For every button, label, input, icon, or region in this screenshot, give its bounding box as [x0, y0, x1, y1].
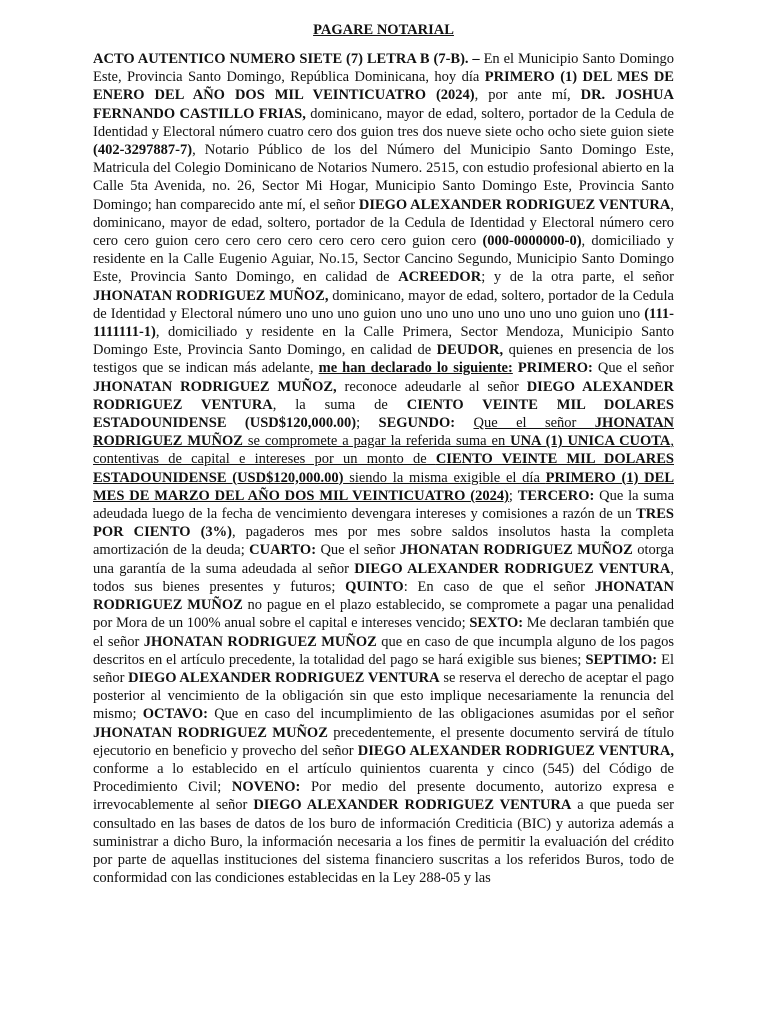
bold-text-segment: DIEGO ALEXANDER RODRIGUEZ VENTURA: [128, 669, 440, 686]
text-segment: , por ante mí,: [474, 87, 581, 104]
text-segment: Que la suma adeudada luego de la fecha de vencimiento devengara intereses y comisiones a razón de un: [93, 487, 675, 523]
text-segment: ;: [356, 415, 379, 432]
bold-text-segment: CIENTO VEINTE MIL DOLARES ESTADOUNIDENSE (USD$120,000.00): [93, 451, 674, 486]
document-body: [93, 50, 674, 887]
text-segment: reconoce adeudarle al señor: [336, 378, 527, 395]
text-segment: otorga una garantía de la suma adeudada al señor: [93, 542, 674, 577]
text-segment: quienes en presencia de los testigos que se indican más adelante,: [93, 342, 674, 377]
text-segment: no pague en el plazo establecido, se compromete a pagar una penalidad por Mora de un 100% anual sobre el capital e intereses vencido;: [93, 597, 674, 632]
text-segment: , todos sus bienes presentes y futuros;: [93, 560, 674, 595]
bold-text-segment: DR. JOSHUA FERNANDO CASTILLO FRIAS,: [93, 87, 674, 122]
bold-text-segment: (000-0000000-0): [482, 233, 582, 250]
bold-text-segment: TERCERO:: [517, 487, 595, 504]
text-segment: Que el señor: [592, 360, 675, 377]
bold-text-segment: UNA (1) UNICA CUOTA: [510, 433, 671, 450]
bold-text-segment: JHONATAN RODRIGUEZ MUÑOZ: [143, 633, 377, 650]
text-segment: dominicano, mayor de edad, soltero, portador de la Cedula de Identidad y Electoral número cuatro cero dos guion tres dos nueve siete ocho ocho siete guion siete: [93, 105, 674, 140]
bold-text-segment: JHONATAN RODRIGUEZ MUÑOZ,: [93, 378, 337, 395]
bold-text-segment: CIENTO VEINTE MIL DOLARES ESTADOUNIDENSE (USD$120,000.00): [93, 396, 674, 432]
bold-text-segment: TRES POR CIENTO (3%): [93, 506, 674, 541]
bold-text-segment: JHONATAN RODRIGUEZ MUÑOZ: [399, 542, 633, 559]
document-title: PAGARE NOTARIAL: [313, 22, 454, 38]
bold-text-segment: SEPTIMO:: [585, 651, 658, 668]
text-segment: El señor: [93, 651, 674, 686]
bold-text-segment: ACREEDOR: [398, 269, 482, 286]
text-segment: , Notario Público de los del Número del Municipio Santo Domingo Este, Matricula del Colegio Dominicano de Notarios Numero. 2515, con estudio profesional abierto en la Calle 5ta Avenida, no. 26, Sector Mi Hogar, Municipio Santo Domingo Este, Provincia Santo Domingo; han comparecido ante mí, el señor: [93, 142, 674, 213]
text-segment: ; y de la otra parte, el señor: [481, 269, 674, 286]
text-segment: , dominicano, mayor de edad, soltero, portador de la Cedula de Identidad y Electoral número cero cero cero guion cero cero cero cero cero cero cero guion cero: [93, 196, 674, 250]
bold-text-segment: (111-1111111-1): [93, 305, 674, 341]
bold-text-segment: DIEGO ALEXANDER RODRIGUEZ VENTURA: [93, 378, 674, 413]
bold-text-segment: DIEGO ALEXANDER RODRIGUEZ VENTURA: [253, 797, 572, 814]
bold-text-segment: SEXTO:: [469, 615, 524, 632]
bold-text-segment: JHONATAN RODRIGUEZ MUÑOZ: [93, 724, 328, 741]
text-segment: [455, 415, 473, 431]
bold-text-segment: SEGUNDO:: [378, 415, 456, 432]
text-segment: dominicano, mayor de edad, soltero, portador de la Cedula de Identidad y Electoral número uno uno uno guion uno uno uno uno uno uno uno guion uno: [93, 287, 674, 322]
bold-text-segment: NOVENO:: [231, 779, 301, 796]
bold-text-segment: me han declarado lo siguiente:: [318, 360, 513, 377]
bold-text-segment: JHONATAN RODRIGUEZ MUÑOZ: [93, 415, 675, 450]
bold-text-segment: OCTAVO:: [142, 706, 208, 723]
bold-text-segment: CUARTO:: [249, 542, 317, 559]
text-segment: siendo la misma exigible el día: [343, 469, 546, 486]
text-segment: En el Municipio Santo Domingo Este, Provincia Santo Domingo, República Dominicana, hoy día: [93, 51, 674, 86]
bold-text-segment: DIEGO ALEXANDER RODRIGUEZ VENTURA: [354, 560, 671, 577]
text-segment: , la suma de: [272, 396, 407, 413]
text-segment: Que el señor: [473, 415, 595, 432]
bold-text-segment: ACTO AUTENTICO NUMERO SIETE (7) LETRA B (7-B). –: [93, 51, 480, 67]
text-segment: se reserva el derecho de aceptar el pago posterior al vencimiento de la obligación sin que esto implique necesariamente la renuncia del mismo;: [93, 669, 674, 723]
bold-text-segment: DIEGO ALEXANDER RODRIGUEZ VENTURA,: [357, 742, 674, 759]
text-segment: , contentivas de capital e intereses por un monto de: [93, 433, 674, 468]
text-segment: precedentemente, el presente documento servirá de título ejecutorio en beneficio y provecho del señor: [93, 724, 674, 759]
text-segment: Por medio del presente documento, autorizo expresa e irrevocablemente al señor: [93, 779, 675, 814]
document-page: [93, 20, 674, 887]
bold-text-segment: DIEGO ALEXANDER RODRIGUEZ VENTURA: [358, 196, 671, 213]
bold-text-segment: DEUDOR,: [436, 342, 504, 359]
text-segment: a que pueda ser consultado en las bases de datos de los buro de información Crediticia (BIC) y autoriza además a suministrar a dicho Buro, la información necesaria a los fines de permitir la evaluación del crédito por parte de aquellas instituciones del sistema financiero suscritas a los referidos Buros, todo de conformidad con las condiciones establecidas en la Ley 288-05 y las: [93, 797, 674, 887]
bold-text-segment: PRIMERO (1) DEL MES DE MARZO DEL AÑO DOS MIL VEINTICUATRO (2024): [93, 469, 674, 504]
bold-text-segment: (402-3297887-7): [93, 142, 193, 159]
bold-text-segment: JHONATAN RODRIGUEZ MUÑOZ,: [93, 287, 329, 304]
bold-text-segment: QUINTO: [345, 578, 404, 595]
bold-text-segment: PRIMERO (1) DEL MES DE ENERO DEL AÑO DOS MIL VEINTICUATRO (2024): [93, 69, 674, 104]
text-segment: conforme a lo establecido en el artículo quinientos cuarenta y cinco (545) del Código de Procedimiento Civil;: [93, 760, 674, 796]
bold-text-segment: JHONATAN RODRIGUEZ MUÑOZ: [93, 578, 674, 614]
text-segment: se compromete a pagar la referida suma en: [242, 433, 511, 450]
text-segment: Que en caso del incumplimiento de las obligaciones asumidas por el señor: [207, 706, 674, 723]
text-segment: ;: [508, 487, 518, 504]
text-segment: : En caso de que el señor: [403, 578, 595, 595]
bold-text-segment: PRIMERO:: [517, 360, 593, 377]
text-segment: , domiciliado y residente en la Calle Eugenio Aguiar, No.15, Sector Cancino Segundo, Municipio Santo Domingo Este, Provincia Santo Domingo, en calidad de: [93, 233, 675, 286]
text-segment: que en caso de que incumpla alguno de los pagos descritos en el artículo precedente, la totalidad del pago se hará exigible sus bienes;: [93, 633, 674, 668]
text-segment: Me declaran también que el señor: [93, 615, 674, 650]
text-segment: , domiciliado y residente en la Calle Primera, Sector Mendoza, Municipio Santo Domingo Este, Provincia Santo Domingo, en calidad de: [93, 324, 674, 359]
text-segment: Que el señor: [316, 542, 400, 559]
text-segment: , pagaderos mes por mes sobre saldos insolutos hasta la completa amortización de la deuda;: [93, 524, 674, 559]
